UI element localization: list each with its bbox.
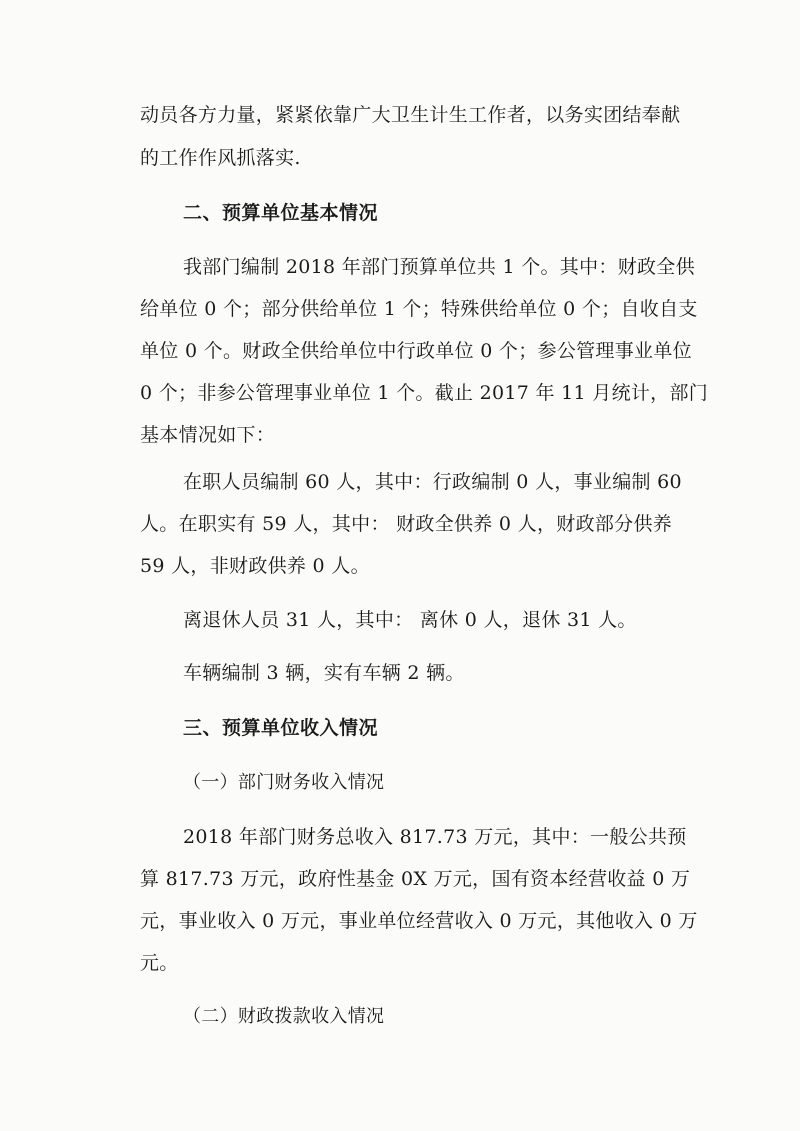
paragraph-line: 给单位 0 个；部分供给单位 1 个；特殊供给单位 0 个；自收自支 [140, 298, 698, 320]
paragraph-line: 59 人，非财政供养 0 人。 [140, 555, 370, 577]
paragraph-line: 元。 [140, 952, 179, 974]
paragraph-line: 动员各方力量，紧紧依靠广大卫生计生工作者，以务实团结奉献 [140, 104, 681, 126]
paragraph-line: 算 817.73 万元，政府性基金 0X 万元，国有资本经营收益 0 万 [140, 868, 691, 890]
subsection-heading: （一）部门财务收入情况 [183, 772, 385, 793]
paragraph-line: 元，事业收入 0 万元，事业单位经营收入 0 万元，其他收入 0 万 [140, 910, 698, 932]
paragraph-line: 单位 0 个。财政全供给单位中行政单位 0 个；参公管理事业单位 [140, 340, 692, 362]
paragraph-line: 车辆编制 3 辆，实有车辆 2 辆。 [183, 662, 465, 684]
section-heading: 三、预算单位收入情况 [183, 717, 379, 739]
section-heading: 二、预算单位基本情况 [183, 202, 379, 224]
paragraph-line: 的工作作风抓落实. [140, 147, 301, 169]
paragraph-line: 人。在职实有 59 人，其中： 财政全供养 0 人，财政部分供养 [140, 513, 673, 535]
paragraph-line: 0 个；非参公管理事业单位 1 个。截止 2017 年 11 月统计，部门 [140, 382, 709, 404]
paragraph-line: 在职人员编制 60 人，其中：行政编制 0 人，事业编制 60 [183, 471, 682, 493]
paragraph-line: 2018 年部门财务总收入 817.73 万元，其中：一般公共预 [183, 826, 687, 848]
paragraph-line: 基本情况如下： [140, 424, 276, 446]
paragraph-line: 我部门编制 2018 年部门预算单位共 1 个。其中：财政全供 [183, 256, 695, 278]
paragraph-line: 离退休人员 31 人，其中： 离休 0 人，退休 31 人。 [183, 609, 637, 631]
subsection-heading: （二）财政拨款收入情况 [183, 1006, 385, 1027]
